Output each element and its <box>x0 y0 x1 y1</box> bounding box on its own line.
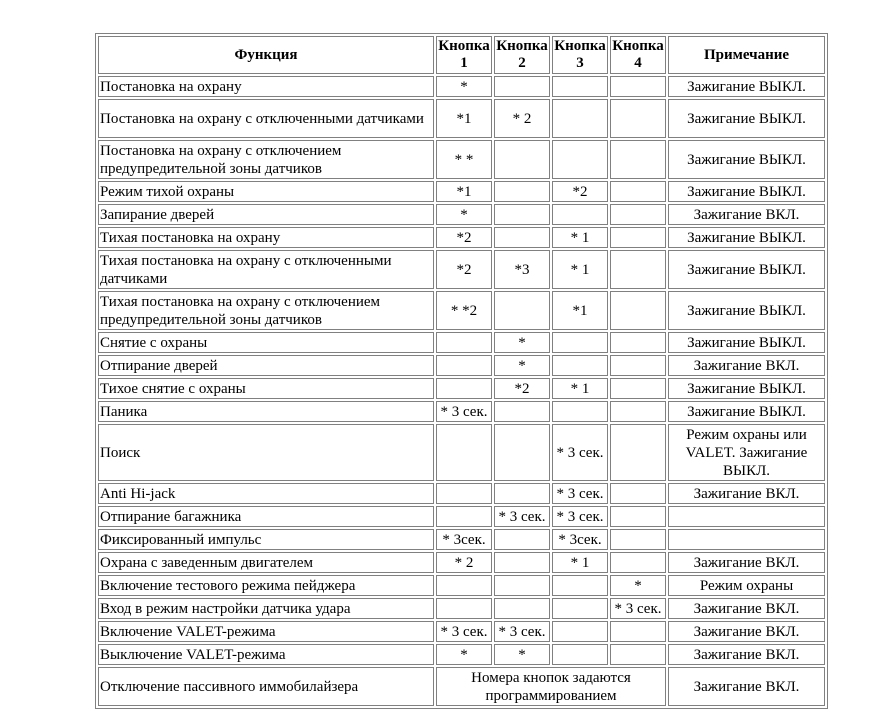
cell-button-4: * 3 сек. <box>610 598 666 619</box>
cell-function: Тихое снятие с охраны <box>98 378 434 399</box>
header-button-1 <box>436 36 492 74</box>
cell-button-4 <box>610 99 666 138</box>
table-row <box>98 140 825 179</box>
cell-button-3 <box>552 575 608 596</box>
table-row <box>98 99 825 138</box>
cell-button-3: * 3 сек. <box>552 483 608 504</box>
header-function: Функция <box>98 36 434 74</box>
cell-button-1: * 2 <box>436 552 492 573</box>
cell-buttons-programmed: Номера кнопок задаются программированием <box>436 667 666 706</box>
cell-note: Зажигание ВЫКЛ. <box>668 181 825 202</box>
cell-button-2 <box>494 76 550 97</box>
cell-button-2 <box>494 598 550 619</box>
cell-button-4 <box>610 401 666 422</box>
cell-button-1: * 3 сек. <box>436 621 492 642</box>
cell-note <box>668 506 825 527</box>
functions-table <box>95 33 828 709</box>
table-row <box>98 227 825 248</box>
cell-button-3 <box>552 621 608 642</box>
cell-button-1 <box>436 598 492 619</box>
cell-button-2: * <box>494 355 550 376</box>
table-row <box>98 575 825 596</box>
cell-note <box>668 529 825 550</box>
cell-button-2 <box>494 204 550 225</box>
cell-button-4 <box>610 483 666 504</box>
cell-function: Включение тестового режима пейджера <box>98 575 434 596</box>
cell-function: Снятие с охраны <box>98 332 434 353</box>
cell-button-2: * <box>494 332 550 353</box>
functions-table-wrapper <box>95 33 828 709</box>
header-button-word: Кнопка <box>496 38 548 54</box>
header-button-number: 2 <box>518 55 526 71</box>
cell-button-4 <box>610 140 666 179</box>
header-button-2 <box>494 36 550 74</box>
cell-button-2 <box>494 483 550 504</box>
cell-note: Зажигание ВКЛ. <box>668 598 825 619</box>
cell-function: Запирание дверей <box>98 204 434 225</box>
cell-button-4 <box>610 424 666 481</box>
cell-button-4 <box>610 227 666 248</box>
cell-button-1: * <box>436 204 492 225</box>
cell-function: Постановка на охрану с отключением предупредительной зоны датчиков <box>98 140 434 179</box>
cell-note: Зажигание ВЫКЛ. <box>668 99 825 138</box>
cell-button-3: *1 <box>552 291 608 330</box>
cell-button-2 <box>494 529 550 550</box>
cell-button-4 <box>610 355 666 376</box>
cell-note: Зажигание ВЫКЛ. <box>668 250 825 289</box>
table-row-immobilizer <box>98 667 825 706</box>
cell-button-4 <box>610 644 666 665</box>
cell-function: Паника <box>98 401 434 422</box>
cell-button-3 <box>552 332 608 353</box>
cell-button-3 <box>552 204 608 225</box>
table-row <box>98 506 825 527</box>
cell-button-2 <box>494 140 550 179</box>
cell-button-3: * 3сек. <box>552 529 608 550</box>
cell-button-1: * *2 <box>436 291 492 330</box>
cell-note: Зажигание ВЫКЛ. <box>668 140 825 179</box>
cell-button-2 <box>494 227 550 248</box>
cell-button-4 <box>610 250 666 289</box>
table-row <box>98 181 825 202</box>
header-button-number: 3 <box>576 55 584 71</box>
cell-note: Зажигание ВКЛ. <box>668 552 825 573</box>
cell-note: Зажигание ВЫКЛ. <box>668 401 825 422</box>
cell-button-1: *2 <box>436 227 492 248</box>
table-row <box>98 76 825 97</box>
table-row <box>98 355 825 376</box>
table-row <box>98 552 825 573</box>
cell-button-2: * 2 <box>494 99 550 138</box>
cell-button-2 <box>494 552 550 573</box>
cell-button-1: * <box>436 644 492 665</box>
header-button-4 <box>610 36 666 74</box>
cell-button-3 <box>552 355 608 376</box>
cell-button-1 <box>436 378 492 399</box>
cell-button-3: *2 <box>552 181 608 202</box>
cell-button-2: * <box>494 644 550 665</box>
header-button-3 <box>552 36 608 74</box>
cell-note: Режим охраны или VALET. Зажигание ВЫКЛ. <box>668 424 825 481</box>
cell-function: Фиксированный импульс <box>98 529 434 550</box>
cell-function: Тихая постановка на охрану <box>98 227 434 248</box>
table-body <box>98 76 825 706</box>
cell-button-1 <box>436 506 492 527</box>
cell-function: Поиск <box>98 424 434 481</box>
table-row <box>98 291 825 330</box>
cell-note: Зажигание ВКЛ. <box>668 483 825 504</box>
cell-note: Зажигание ВКЛ. <box>668 621 825 642</box>
cell-note: Зажигание ВКЛ. <box>668 355 825 376</box>
cell-button-1: * 3сек. <box>436 529 492 550</box>
cell-button-3 <box>552 644 608 665</box>
cell-button-4 <box>610 204 666 225</box>
cell-button-1: * 3 сек. <box>436 401 492 422</box>
cell-note: Зажигание ВКЛ. <box>668 667 825 706</box>
cell-function: Выключение VALET-режима <box>98 644 434 665</box>
cell-button-1: * * <box>436 140 492 179</box>
table-row <box>98 250 825 289</box>
cell-button-4 <box>610 332 666 353</box>
cell-note: Режим охраны <box>668 575 825 596</box>
cell-button-4 <box>610 552 666 573</box>
table-row <box>98 621 825 642</box>
cell-button-4 <box>610 181 666 202</box>
cell-button-3: * 1 <box>552 227 608 248</box>
table-row <box>98 483 825 504</box>
cell-button-3: * 3 сек. <box>552 424 608 481</box>
cell-button-4 <box>610 506 666 527</box>
cell-button-2 <box>494 575 550 596</box>
cell-button-3 <box>552 76 608 97</box>
cell-note: Зажигание ВКЛ. <box>668 204 825 225</box>
header-button-number: 1 <box>460 55 468 71</box>
cell-button-1 <box>436 355 492 376</box>
cell-button-4 <box>610 291 666 330</box>
cell-button-2: *2 <box>494 378 550 399</box>
cell-button-3 <box>552 140 608 179</box>
table-row <box>98 644 825 665</box>
cell-function: Режим тихой охраны <box>98 181 434 202</box>
table-row <box>98 378 825 399</box>
cell-function: Тихая постановка на охрану с отключением предупредительной зоны датчиков <box>98 291 434 330</box>
cell-note: Зажигание ВЫКЛ. <box>668 76 825 97</box>
cell-button-2 <box>494 181 550 202</box>
cell-note: Зажигание ВЫКЛ. <box>668 332 825 353</box>
cell-button-3: * 3 сек. <box>552 506 608 527</box>
table-row <box>98 332 825 353</box>
cell-button-4: * <box>610 575 666 596</box>
cell-note: Зажигание ВЫКЛ. <box>668 378 825 399</box>
cell-button-3: * 1 <box>552 552 608 573</box>
cell-note: Зажигание ВЫКЛ. <box>668 227 825 248</box>
cell-button-2 <box>494 424 550 481</box>
cell-button-3: * 1 <box>552 378 608 399</box>
header-button-number: 4 <box>634 55 642 71</box>
header-button-word: Кнопка <box>438 38 490 54</box>
cell-button-4 <box>610 529 666 550</box>
cell-button-4 <box>610 621 666 642</box>
cell-function: Отпирание багажника <box>98 506 434 527</box>
header-note: Примечание <box>668 36 825 74</box>
cell-button-3 <box>552 99 608 138</box>
cell-button-4 <box>610 378 666 399</box>
cell-button-3 <box>552 401 608 422</box>
cell-button-2 <box>494 291 550 330</box>
header-button-word: Кнопка <box>554 38 606 54</box>
table-row <box>98 401 825 422</box>
cell-button-1 <box>436 483 492 504</box>
cell-function: Охрана с заведенным двигателем <box>98 552 434 573</box>
cell-button-1: *1 <box>436 181 492 202</box>
cell-function: Включение VALET-режима <box>98 621 434 642</box>
header-row <box>98 36 825 74</box>
cell-function: Anti Hi-jack <box>98 483 434 504</box>
cell-note: Зажигание ВКЛ. <box>668 644 825 665</box>
cell-note: Зажигание ВЫКЛ. <box>668 291 825 330</box>
cell-button-1: *1 <box>436 99 492 138</box>
cell-button-1 <box>436 575 492 596</box>
cell-function: Отключение пассивного иммобилайзера <box>98 667 434 706</box>
cell-button-1: * <box>436 76 492 97</box>
cell-button-2: *3 <box>494 250 550 289</box>
header-button-word: Кнопка <box>612 38 664 54</box>
cell-function: Тихая постановка на охрану с отключенными датчиками <box>98 250 434 289</box>
table-row <box>98 424 825 481</box>
cell-button-1 <box>436 332 492 353</box>
cell-function: Постановка на охрану <box>98 76 434 97</box>
cell-function: Вход в режим настройки датчика удара <box>98 598 434 619</box>
cell-button-1: *2 <box>436 250 492 289</box>
cell-button-4 <box>610 76 666 97</box>
cell-button-3 <box>552 598 608 619</box>
table-row <box>98 598 825 619</box>
cell-button-2: * 3 сек. <box>494 621 550 642</box>
cell-button-2: * 3 сек. <box>494 506 550 527</box>
table-row <box>98 204 825 225</box>
cell-button-2 <box>494 401 550 422</box>
cell-function: Отпирание дверей <box>98 355 434 376</box>
table-row <box>98 529 825 550</box>
cell-button-3: * 1 <box>552 250 608 289</box>
cell-button-1 <box>436 424 492 481</box>
cell-function: Постановка на охрану с отключенными датчиками <box>98 99 434 138</box>
